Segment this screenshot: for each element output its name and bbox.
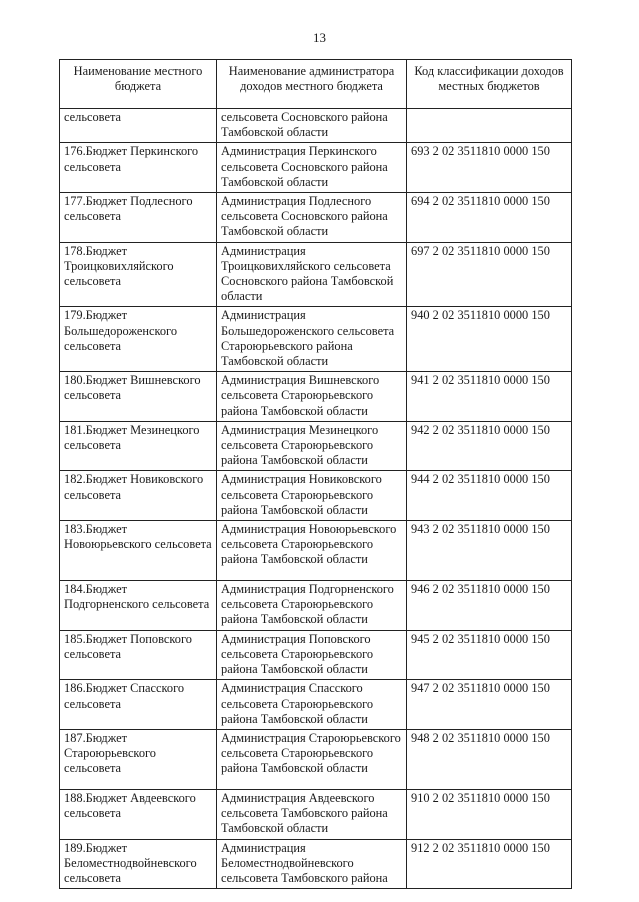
cell-admin-name: Администрация Подлесного сельсовета Сосновского района Тамбовской области (217, 193, 407, 243)
cell-budget-name: 189.Бюджет Беломестнодвойневского сельсовета (60, 839, 217, 889)
cell-classification-code: 693 2 02 3511810 0000 150 (407, 143, 572, 193)
cell-admin-name: Администрация Большедороженского сельсовета Староюрьевского района Тамбовской области (217, 307, 407, 372)
cell-budget-name: сельсовета (60, 109, 217, 143)
cell-classification-code: 944 2 02 3511810 0000 150 (407, 471, 572, 521)
cell-classification-code: 697 2 02 3511810 0000 150 (407, 242, 572, 307)
cell-admin-name: Администрация Староюрьевского сельсовета Староюрьевского района Тамбовской области (217, 729, 407, 789)
table-row (60, 307, 572, 372)
cell-admin-name: Администрация Троицковихляйского сельсовета Сосновского района Тамбовской области (217, 242, 407, 307)
cell-classification-code: 942 2 02 3511810 0000 150 (407, 421, 572, 471)
cell-admin-name: сельсовета Сосновского района Тамбовской области (217, 109, 407, 143)
cell-classification-code: 948 2 02 3511810 0000 150 (407, 729, 572, 789)
cell-admin-name: Администрация Новиковского сельсовета Староюрьевского района Тамбовской области (217, 471, 407, 521)
cell-budget-name: 176.Бюджет Перкинского сельсовета (60, 143, 217, 193)
cell-budget-name: 181.Бюджет Мезинецкого сельсовета (60, 421, 217, 471)
budget-revenue-table (59, 59, 572, 889)
cell-classification-code (407, 109, 572, 143)
table-row (60, 109, 572, 143)
cell-classification-code: 910 2 02 3511810 0000 150 (407, 789, 572, 839)
table-row (60, 789, 572, 839)
table-header-row (60, 60, 572, 109)
cell-budget-name: 186.Бюджет Спасского сельсовета (60, 680, 217, 730)
table-row (60, 372, 572, 422)
cell-budget-name: 185.Бюджет Поповского сельсовета (60, 630, 217, 680)
cell-admin-name: Администрация Новоюрьевского сельсовета Староюрьевского района Тамбовской области (217, 521, 407, 581)
cell-budget-name: 183.Бюджет Новоюрьевского сельсовета (60, 521, 217, 581)
cell-admin-name: Администрация Вишневского сельсовета Староюрьевского района Тамбовской области (217, 372, 407, 422)
cell-classification-code: 945 2 02 3511810 0000 150 (407, 630, 572, 680)
table-row (60, 143, 572, 193)
cell-admin-name: Администрация Подгорненского сельсовета Староюрьевского района Тамбовской области (217, 581, 407, 631)
cell-budget-name: 187.Бюджет Староюрьевского сельсовета (60, 729, 217, 789)
cell-admin-name: Администрация Авдеевского сельсовета Тамбовского района Тамбовской области (217, 789, 407, 839)
table-row (60, 839, 572, 889)
cell-budget-name: 177.Бюджет Подлесного сельсовета (60, 193, 217, 243)
cell-admin-name: Администрация Спасского сельсовета Староюрьевского района Тамбовской области (217, 680, 407, 730)
cell-budget-name: 179.Бюджет Большедороженского сельсовета (60, 307, 217, 372)
header-classification-code: Код классификации доходов местных бюджетов (407, 60, 572, 109)
cell-budget-name: 180.Бюджет Вишневского сельсовета (60, 372, 217, 422)
table-row (60, 242, 572, 307)
table-row (60, 521, 572, 581)
table-row (60, 581, 572, 631)
table-row (60, 421, 572, 471)
cell-classification-code: 947 2 02 3511810 0000 150 (407, 680, 572, 730)
cell-admin-name: Администрация Поповского сельсовета Староюрьевского района Тамбовской области (217, 630, 407, 680)
cell-classification-code: 946 2 02 3511810 0000 150 (407, 581, 572, 631)
cell-classification-code: 941 2 02 3511810 0000 150 (407, 372, 572, 422)
cell-admin-name: Администрация Беломестнодвойневского сельсовета Тамбовского района (217, 839, 407, 889)
cell-budget-name: 188.Бюджет Авдеевского сельсовета (60, 789, 217, 839)
table-row (60, 471, 572, 521)
table-row (60, 680, 572, 730)
header-admin-name: Наименование администратора доходов местного бюджета (217, 60, 407, 109)
cell-classification-code: 940 2 02 3511810 0000 150 (407, 307, 572, 372)
cell-budget-name: 184.Бюджет Подгорненского сельсовета (60, 581, 217, 631)
table-row (60, 729, 572, 789)
cell-admin-name: Администрация Мезинецкого сельсовета Староюрьевского района Тамбовской области (217, 421, 407, 471)
cell-budget-name: 182.Бюджет Новиковского сельсовета (60, 471, 217, 521)
header-budget-name: Наименование местного бюджета (60, 60, 217, 109)
cell-classification-code: 694 2 02 3511810 0000 150 (407, 193, 572, 243)
table-row (60, 193, 572, 243)
cell-budget-name: 178.Бюджет Троицковихляйского сельсовета (60, 242, 217, 307)
table-row (60, 630, 572, 680)
cell-classification-code: 943 2 02 3511810 0000 150 (407, 521, 572, 581)
table-body (60, 109, 572, 889)
cell-classification-code: 912 2 02 3511810 0000 150 (407, 839, 572, 889)
page-number: 13 (313, 30, 326, 45)
cell-admin-name: Администрация Перкинского сельсовета Сосновского района Тамбовской области (217, 143, 407, 193)
